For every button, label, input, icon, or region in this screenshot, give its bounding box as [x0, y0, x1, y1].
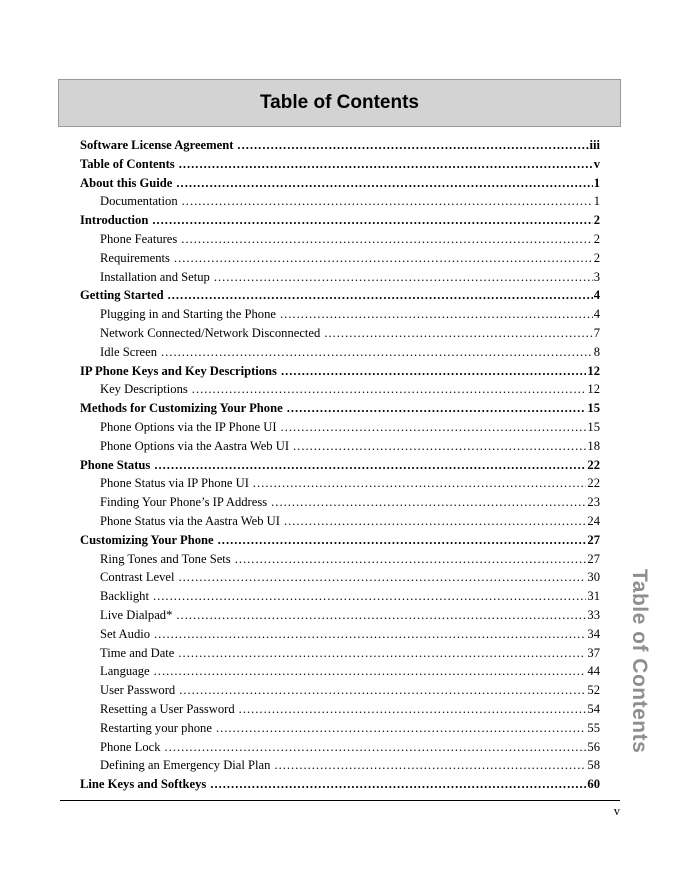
- dot-leader: [181, 230, 592, 249]
- toc-entry[interactable]: [80, 681, 600, 700]
- toc-entry[interactable]: [80, 362, 600, 381]
- toc-entry-label: Software License Agreement: [80, 138, 234, 152]
- dot-leader: [253, 474, 587, 493]
- toc-entry-label: Set Audio: [100, 626, 151, 641]
- toc-entry-label: Idle Screen: [100, 344, 157, 359]
- dot-leader: [192, 380, 587, 399]
- toc-entry[interactable]: [80, 305, 600, 324]
- toc-entry-page: 7: [593, 325, 600, 340]
- dot-leader: [281, 362, 586, 381]
- dot-leader: [165, 738, 587, 757]
- toc-entry-label: Resetting a User Password: [100, 701, 235, 716]
- dot-leader: [168, 286, 593, 305]
- toc-entry-page: 58: [587, 758, 600, 773]
- toc-entry[interactable]: [80, 211, 600, 230]
- toc-entry-page: 4: [593, 307, 600, 322]
- toc-entry[interactable]: [80, 456, 600, 475]
- dot-leader: [152, 211, 592, 230]
- toc-entry[interactable]: [80, 531, 600, 550]
- toc-entry-label: User Password: [100, 683, 176, 698]
- toc-entry-page: 4: [593, 288, 600, 303]
- toc-entry-page: 56: [587, 739, 600, 754]
- dot-leader: [324, 324, 592, 343]
- toc-entry-page: 37: [587, 645, 600, 660]
- toc-entry-label: Customizing Your Phone: [80, 532, 214, 547]
- toc-list: [80, 136, 600, 794]
- toc-entry-label: About this Guide: [80, 175, 173, 190]
- toc-entry-page: 24: [587, 513, 600, 528]
- dot-leader: [179, 155, 593, 174]
- toc-entry[interactable]: [80, 756, 600, 775]
- toc-entry[interactable]: [80, 380, 600, 399]
- toc-entry-label: Line Keys and Softkeys: [80, 777, 207, 792]
- dot-leader: [176, 606, 586, 625]
- toc-entry-label: Plugging in and Starting the Phone: [100, 307, 276, 322]
- toc-entry[interactable]: [80, 644, 600, 663]
- dot-leader: [216, 719, 586, 738]
- toc-entry[interactable]: [80, 268, 600, 287]
- dot-leader: [284, 512, 586, 531]
- page-number: v: [613, 804, 620, 818]
- toc-entry-page: 22: [587, 476, 600, 491]
- toc-entry-label: Network Connected/Network Disconnected: [100, 325, 321, 340]
- toc-entry-label: Phone Lock: [100, 739, 161, 754]
- toc-entry-page: 2: [593, 250, 600, 265]
- toc-entry-label: Backlight: [100, 589, 149, 604]
- dot-leader: [210, 775, 586, 794]
- toc-entry-page: 1: [593, 194, 600, 209]
- toc-entry-label: Key Descriptions: [100, 382, 188, 397]
- toc-entry-label: Contrast Level: [100, 570, 175, 585]
- toc-entry-label: IP Phone Keys and Key Descriptions: [80, 363, 277, 378]
- toc-entry-page: 2: [593, 213, 600, 228]
- toc-entry-page: 23: [587, 495, 600, 510]
- toc-entry[interactable]: [80, 568, 600, 587]
- toc-entry-page: 22: [587, 457, 600, 472]
- dot-leader: [179, 681, 586, 700]
- dot-leader: [218, 531, 587, 550]
- toc-entry-page: 27: [587, 532, 600, 547]
- dot-leader: [271, 493, 586, 512]
- toc-entry[interactable]: [80, 155, 600, 174]
- toc-entry-page: 30: [587, 570, 600, 585]
- toc-entry-label: Requirements: [100, 250, 170, 265]
- toc-entry-page: 55: [587, 720, 600, 735]
- toc-entry[interactable]: [80, 587, 600, 606]
- toc-entry-label: Installation and Setup: [100, 269, 210, 284]
- toc-entry-label: Phone Status: [80, 457, 151, 472]
- toc-entry-label: Defining an Emergency Dial Plan: [100, 758, 271, 773]
- dot-leader: [293, 437, 586, 456]
- toc-entry[interactable]: [80, 437, 600, 456]
- dot-leader: [174, 249, 593, 268]
- toc-entry-label: Phone Status via the Aastra Web UI: [100, 513, 280, 528]
- toc-entry-label: Language: [100, 664, 150, 679]
- toc-entry-label: Ring Tones and Tone Sets: [100, 551, 231, 566]
- dot-leader: [178, 644, 586, 663]
- dot-leader: [237, 136, 588, 155]
- toc-entry-page: v: [593, 156, 600, 171]
- dot-leader: [153, 587, 586, 606]
- toc-entry[interactable]: [80, 550, 600, 569]
- dot-leader: [239, 700, 587, 719]
- toc-entry-label: Documentation: [100, 194, 178, 209]
- toc-entry[interactable]: [80, 230, 600, 249]
- toc-entry-label: Finding Your Phone’s IP Address: [100, 495, 268, 510]
- toc-entry-page: iii: [589, 138, 600, 152]
- toc-entry[interactable]: [80, 343, 600, 362]
- footer-divider: [60, 800, 620, 801]
- toc-entry-label: Live Dialpad*: [100, 607, 173, 622]
- toc-entry[interactable]: [80, 286, 600, 305]
- dot-leader: [179, 568, 587, 587]
- toc-entry[interactable]: [80, 136, 600, 155]
- toc-entry-page: 8: [593, 344, 600, 359]
- toc-entry[interactable]: [80, 719, 600, 738]
- toc-entry-label: Time and Date: [100, 645, 175, 660]
- toc-entry[interactable]: [80, 493, 600, 512]
- toc-entry-page: 44: [587, 664, 600, 679]
- dot-leader: [154, 456, 586, 475]
- dot-leader: [154, 662, 587, 681]
- dot-leader: [161, 343, 593, 362]
- dot-leader: [214, 268, 593, 287]
- toc-entry-page: 12: [587, 382, 600, 397]
- toc-entry-page: 18: [587, 438, 600, 453]
- toc-entry-page: 2: [593, 231, 600, 246]
- toc-entry-page: 54: [587, 701, 600, 716]
- toc-entry-label: Restarting your phone: [100, 720, 212, 735]
- toc-entry-page: 31: [587, 589, 600, 604]
- toc-entry-label: Getting Started: [80, 288, 164, 303]
- toc-entry-page: 34: [587, 626, 600, 641]
- toc-entry[interactable]: [80, 700, 600, 719]
- toc-entry-label: Methods for Customizing Your Phone: [80, 401, 283, 416]
- dot-leader: [280, 305, 593, 324]
- dot-leader: [281, 418, 587, 437]
- toc-entry-page: 15: [587, 401, 600, 416]
- dot-leader: [235, 550, 587, 569]
- toc-entry-page: 60: [587, 777, 600, 792]
- toc-entry[interactable]: [80, 738, 600, 757]
- toc-entry[interactable]: [80, 606, 600, 625]
- dot-leader: [154, 625, 586, 644]
- toc-entry[interactable]: [80, 775, 600, 794]
- side-tab-label: Table of Contents: [628, 569, 651, 754]
- page-title: Table of Contents: [259, 92, 420, 113]
- toc-entry[interactable]: [80, 418, 600, 437]
- dot-leader: [176, 174, 592, 193]
- toc-entry[interactable]: [80, 192, 600, 211]
- dot-leader: [287, 399, 587, 418]
- toc-entry[interactable]: [80, 512, 600, 531]
- toc-entry[interactable]: [80, 662, 600, 681]
- toc-entry-label: Phone Options via the IP Phone UI: [100, 419, 277, 434]
- toc-entry[interactable]: [80, 399, 600, 418]
- toc-entry-page: 52: [587, 683, 600, 698]
- toc-entry-label: Phone Status via IP Phone UI: [100, 476, 249, 491]
- toc-entry[interactable]: [80, 474, 600, 493]
- toc-entry-page: 33: [587, 607, 600, 622]
- toc-entry[interactable]: [80, 249, 600, 268]
- toc-entry-label: Phone Options via the Aastra Web UI: [100, 438, 290, 453]
- toc-entry[interactable]: [80, 174, 600, 193]
- dot-leader: [274, 756, 586, 775]
- toc-entry-label: Table of Contents: [80, 156, 175, 171]
- toc-entry-page: 1: [593, 175, 600, 190]
- dot-leader: [182, 192, 593, 211]
- toc-entry-page: 27: [587, 551, 600, 566]
- toc-entry-page: 3: [593, 269, 600, 284]
- toc-entry-page: 15: [587, 419, 600, 434]
- toc-entry[interactable]: [80, 625, 600, 644]
- toc-entry-label: Phone Features: [100, 231, 178, 246]
- toc-entry-page: 12: [587, 363, 600, 378]
- title-banner: [58, 79, 621, 127]
- toc-entry[interactable]: [80, 324, 600, 343]
- toc-entry-label: Introduction: [80, 213, 149, 228]
